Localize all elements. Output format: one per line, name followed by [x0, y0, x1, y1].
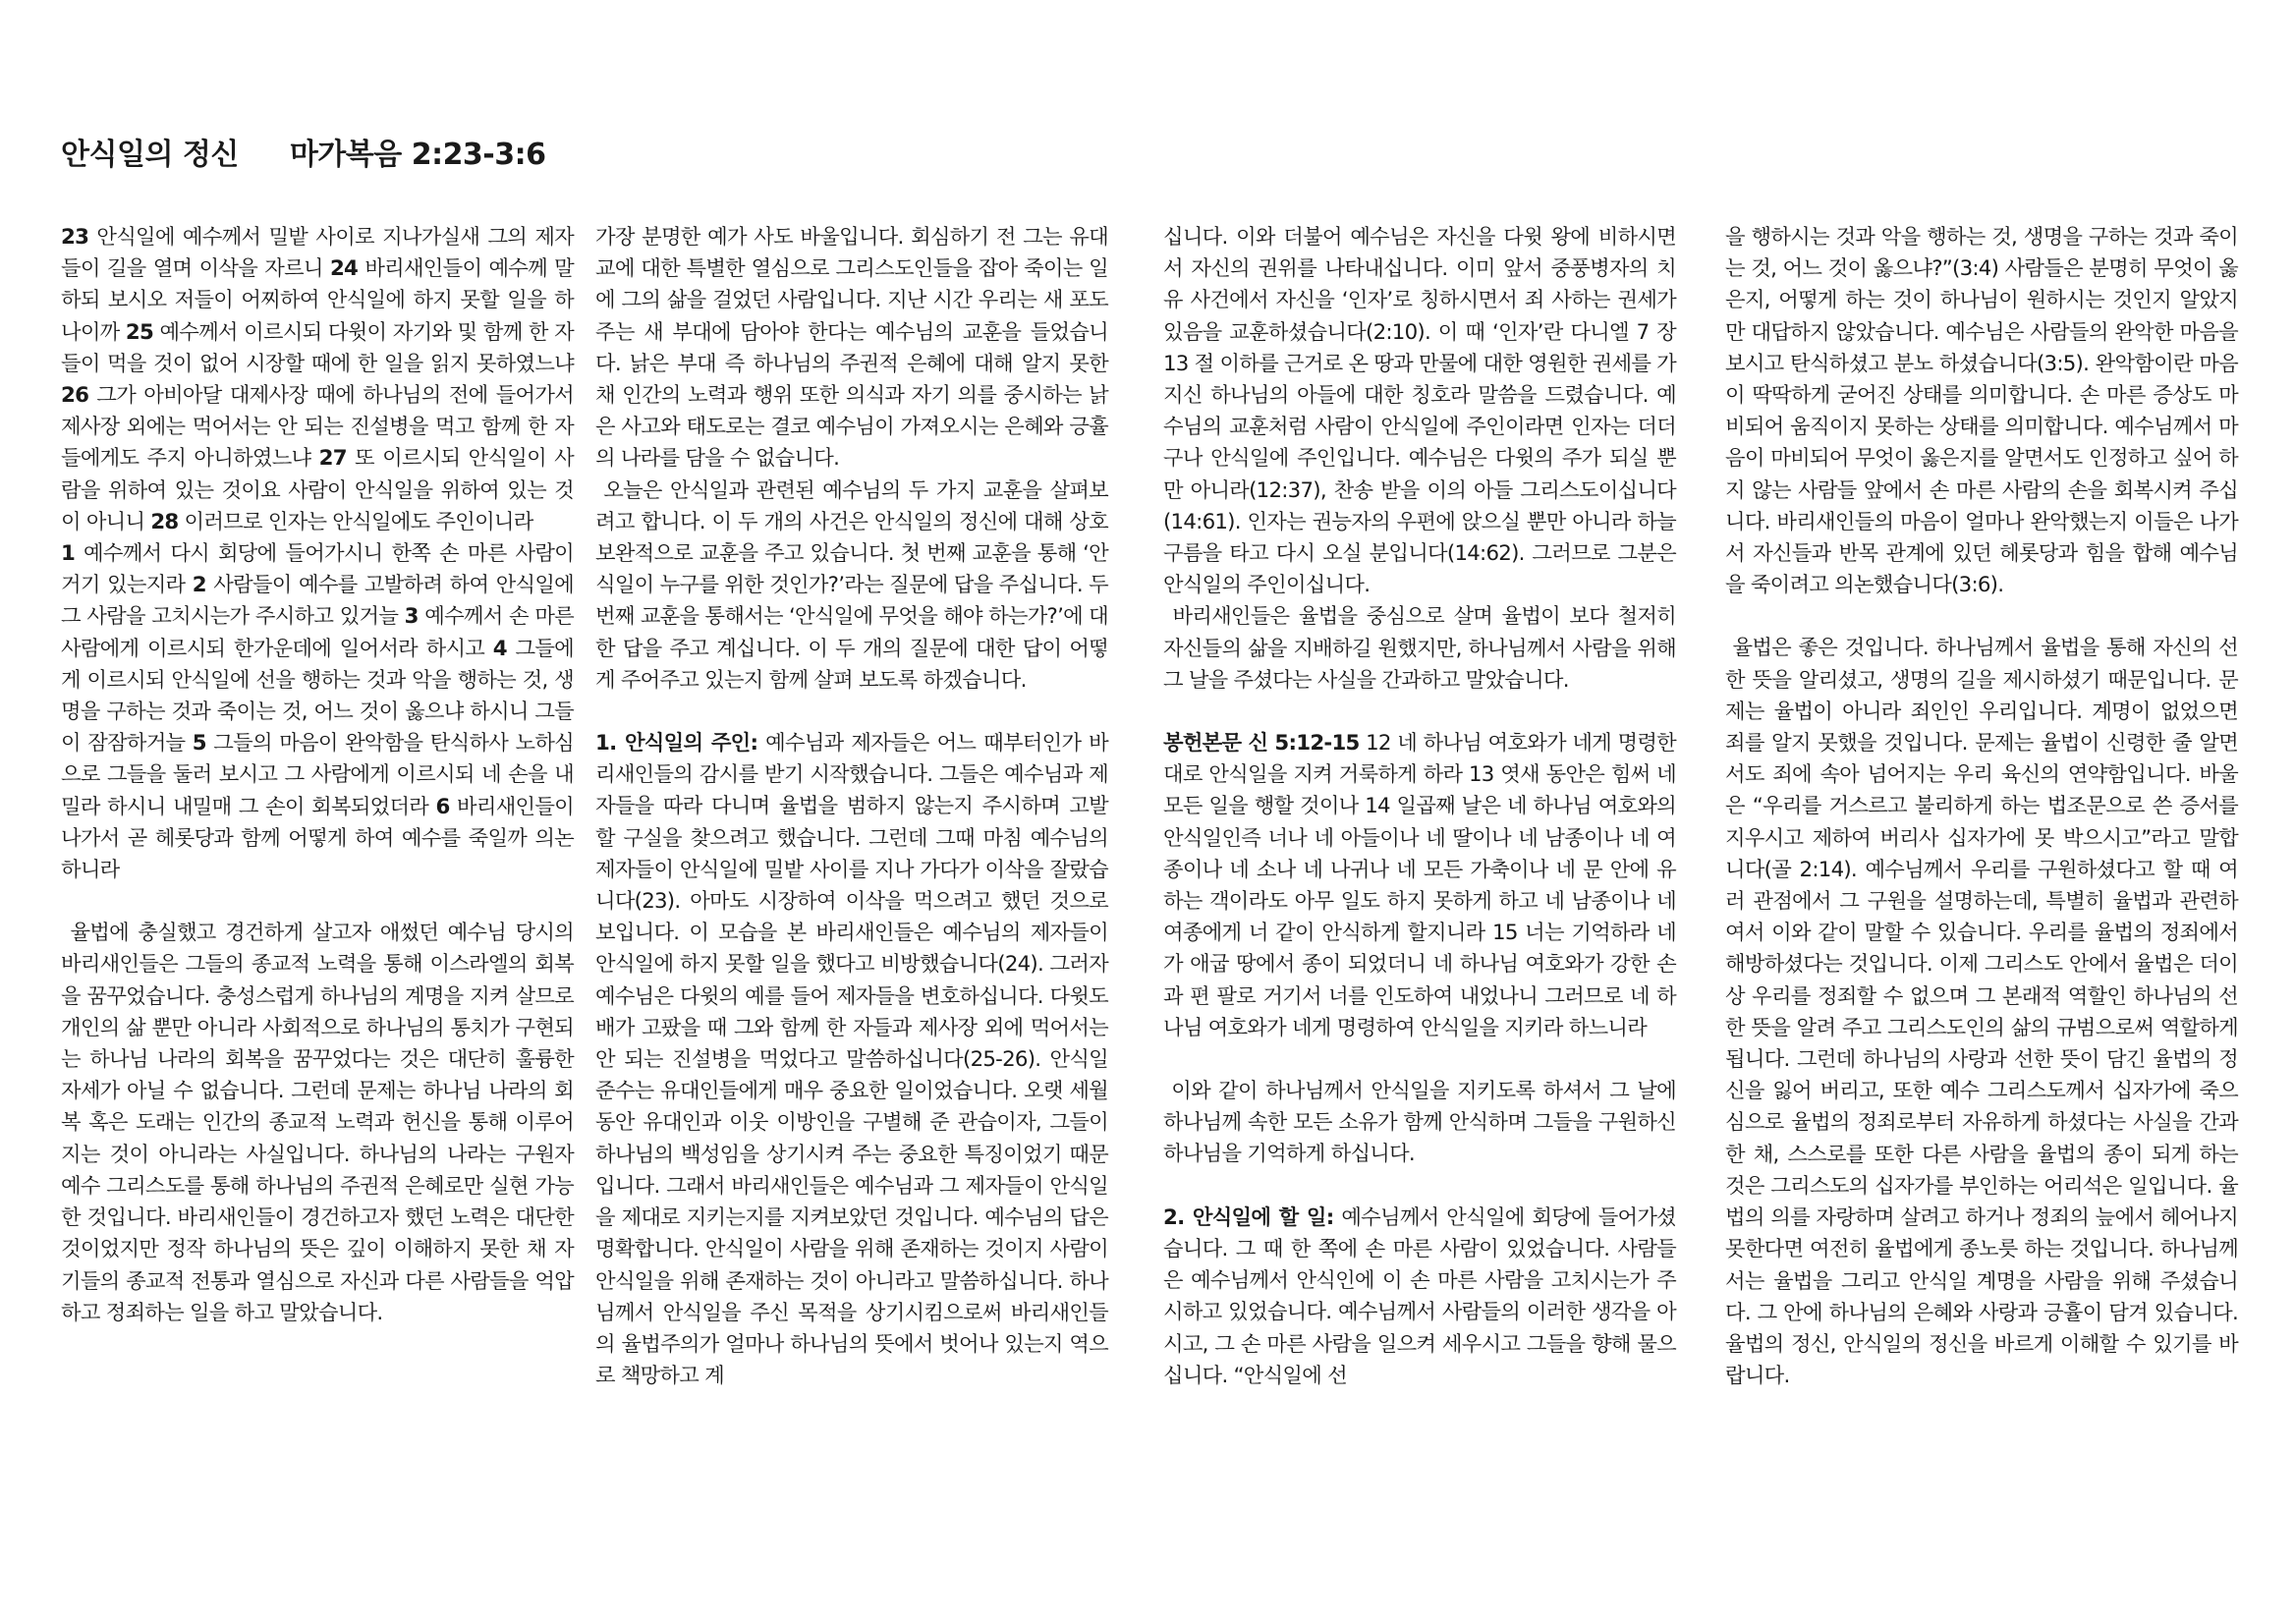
bold-label: 6: [435, 794, 450, 819]
bold-label: 2: [192, 573, 206, 598]
body-paragraph: 을 행하시는 것과 악을 행하는 것, 생명을 구하는 것과 죽이는 것, 어느 것이 옳으냐?”(3:4) 사람들은 분명히 무엇이 옳은지, 어떻게 하는 것이 하나님이 원하시는 것인지 알았지만 대답하지 않았습니다. 예수님은 사람들의 완악한 마음을 보시고 탄식하셨고 분노 하셨습니다(3:5). 완악함이란 마음이 딱딱하게 굳어진 상태를 의미합니다. 손 마른 증상도 마비되어 움직이지 못하는 상태를 의미합니다. 예수님께서 마음이 마비되어 무엇이 옳은지를 알면서도 인정하고 싶어 하지 않는 사람들 앞에서 손 마른 사람의 손을 회복시켜 주십니다. 바리새인들의 마음이 얼마나 완악했는지 이들은 나가서 자신들과 반목 관계에 있던 헤롯당과 힘을 합해 예수님을 죽이려고 의논했습니다(3:6).: [1725, 225, 2245, 598]
text-column-4: [1725, 222, 2245, 1392]
text-run: 바리새인들이 예수께 말하되 보시오 저들이 어찌하여 안식일에 하지 못할 일을 하나이까: [61, 256, 574, 345]
bold-label: 4: [492, 636, 507, 661]
bold-label: 28: [150, 509, 179, 534]
sermon-title: 안식일의 정신: [61, 138, 239, 172]
bold-label: 5: [192, 731, 206, 756]
text-run: 예수님께서 안식일에 회당에 들어가셨습니다. 그 때 한 쪽에 손 마른 사람이 있었습니다. 사람들은 예수님께서 안식인에 이 손 마른 사람을 고치시는가 주시하고 있었습니다. 예수님께서 사람들의 이러한 생각을 아시고, 그 손 마른 사람을 일으켜 세우시고 그들을 향해 물으십니다. “안식일에 선: [1163, 1204, 1676, 1388]
bold-label: 27: [318, 446, 347, 472]
bold-label: 3: [404, 604, 419, 630]
scripture-reference: 마가복음 2:23-3:6: [289, 138, 546, 172]
text-run: 이러므로 인자는 안식일에도 주인이니라: [178, 509, 533, 534]
section-sabbath-work: [1163, 1203, 1676, 1392]
scripture-passage-2-23-28: [61, 222, 581, 538]
body-paragraph: 가장 분명한 예가 사도 바울입니다. 회심하기 전 그는 유대교에 대한 특별한 열심으로 그리스도인들을 잡아 죽이는 일에 그의 삶을 걸었던 사람입니다. 지난 시간 우리는 새 포도주는 새 부대에 담아야 한다는 예수님의 교훈을 들었습니다. 낡은 부대 즉 하나님의 주권적 은혜에 대해 알지 못한 채 인간의 노력과 행위 또한 의식과 자기 의를 중시하는 낡은 사고와 태도로는 결코 예수님이 가져오시는 은혜와 긍휼의 나라를 담을 수 없습니다.: [595, 225, 1115, 472]
scripture-passage-3-1-6: [61, 538, 581, 886]
text-run: 예수께서 이르시되 다윗이 자기와 및 함께 한 자들이 먹을 것이 없어 시장할 때에 한 일을 읽지 못하였느냐: [61, 319, 581, 376]
text-column-1: [61, 222, 581, 1329]
bold-label: 25: [125, 319, 154, 345]
text-run: 안식일에 예수께서 밀밭 사이로 지나가실새 그의 제자들이 길을 열며 이삭을 자르니: [61, 225, 574, 282]
text-column-3: [1163, 222, 1683, 1392]
text-run: 바리새인들이 나가서 곧 헤롯당과 함께 어떻게 하여 예수를 죽일까 의논하니라: [61, 794, 581, 883]
offering-passage: [1163, 728, 1683, 1044]
bold-label: 1. 안식일의 주인:: [595, 731, 758, 756]
text-run: 그가 아비아달 대제사장 때에 하나님의 전에 들어가서 제사장 외에는 먹어서는 안 되는 진설병을 먹고 함께 한 자들에게도 주지 아니하였느냐: [61, 383, 581, 472]
text-run: 그들에게 이르시되 안식일에 선을 행하는 것과 악을 행하는 것, 생명을 구하는 것과 죽이는 것, 어느 것이 옳으냐 하시니 그들이 잠잠하거늘: [61, 636, 574, 756]
text-run: 사람들이 예수를 고발하려 하여 안식일에 그 사람을 고치시는가 주시하고 있거늘: [61, 573, 581, 630]
body-paragraph: 율법에 충실했고 경건하게 살고자 애썼던 예수님 당시의 바리새인들은 그들의 종교적 노력을 통해 이스라엘의 회복을 꿈꾸었습니다. 충성스럽게 하나님의 계명을 지켜 살므로 개인의 삶 뿐만 아니라 사회적으로 하나님의 통치가 구현되는 하나님 나라의 회복을 꿈꾸었다는 것은 대단히 훌륭한 자세가 아닐 수 없습니다. 그런데 문제는 하나님 나라의 회복 혹은 도래는 인간의 종교적 노력과 헌신을 통해 이루어지는 것이 아니라는 사실입니다. 하나님의 나라는 구원자 예수 그리스도를 통해 하나님의 주권적 은혜로만 실현 가능한 것입니다. 바리새인들이 경건하고자 했던 노력은 대단한 것이었지만 정작 하나님의 뜻은 깊이 이해하지 못한 채 자기들의 종교적 전통과 열심으로 자신과 다른 사람들을 억압하고 정죄하는 일을 하고 말았습니다.: [61, 921, 581, 1325]
body-paragraph: 바리새인들은 율법을 중심으로 살며 율법이 보다 철저히 자신들의 삶을 지배하길 원했지만, 하나님께서 사람을 위해 그 날을 주셨다는 사실을 간과하고 말았습니다.: [1163, 604, 1683, 693]
bold-label: 24: [329, 256, 359, 282]
text-run: 또 이르시되 안식일이 사람을 위하여 있는 것이요 사람이 안식일을 위하여 있는 것이 아니니: [61, 446, 574, 534]
text-run: 그들의 마음이 완악함을 탄식하사 노하심으로 그들을 둘러 보시고 그 사람에게 이르시되 네 손을 내밀라 하시니 내밀매 그 손이 회복되었더라: [61, 731, 574, 819]
body-paragraph: 십니다. 이와 더불어 예수님은 자신을 다윗 왕에 비하시면서 자신의 권위를 나타내십니다. 이미 앞서 중풍병자의 치유 사건에서 자신을 ‘인자’로 칭하시면서 죄 사하는 권세가 있음을 교훈하셨습니다(2:10). 이 때 ‘인자’란 다니엘 7 장 13 절 이하를 근거로 온 땅과 만물에 대한 영원한 권세를 가지신 하나님의 아들에 대한 칭호라 말씀을 드렸습니다. 예수님의 교훈처럼 사람이 안식일에 주인이라면 인자는 더더구나 안식일에 주인입니다. 예수님은 다윗의 주가 되실 뿐만 아니라(12:37), 찬송 받을 이의 아들 그리스도이십니다(14:61). 인자는 권능자의 우편에 앉으실 뿐만 아니라 하늘 구름을 타고 다시 오실 분입니다(14:62). 그러므로 그분은 안식일의 주인이십니다.: [1163, 225, 1683, 598]
text-run: 예수께서 다시 회당에 들어가시니 한쪽 손 마른 사람이 거기 있는지라: [61, 541, 581, 598]
section-lord-of-sabbath: [595, 728, 1115, 1392]
text-column-2: [595, 222, 1115, 1392]
text-run: 예수께서 손 마른 사람에게 이르시되 한가운데에 일어서라 하시고: [61, 604, 581, 661]
document-title: [61, 130, 546, 173]
text-run: 12 네 하나님 여호와가 네게 명령한 대로 안식일을 지켜 거룩하게 하라 13 엿새 동안은 힘써 네 모든 일을 행할 것이나 14 일곱째 날은 네 하나님 여호와의 안식일인즉 너나 네 아들이나 네 딸이나 네 남종이나 네 여종이나 네 소나 네 나귀나 네 모든 가축이나 네 문 안에 유하는 객이라도 아무 일도 하지 못하게 하고 네 남종이나 네 여종에게 너 같이 안식하게 할지니라 15 너는 기억하라 네가 애굽 땅에서 종이 되었더니 네 하나님 여호와가 강한 손과 편 팔로 거기서 너를 인도하여 내었나니 그러므로 네 하나님 여호와가 네게 명령하여 안식일을 지키라 하느니라: [1163, 731, 1683, 1040]
text-run: 예수님과 제자들은 어느 때부터인가 바리새인들의 감시를 받기 시작했습니다. 그들은 예수님과 제자들을 따라 다니며 율법을 범하지 않는지 주시하며 고발 할 구실을 찾으려고 했습니다. 그런데 그때 마침 예수님의 제자들이 안식일에 밀밭 사이를 지나 가다가 이삭을 잘랐습니다(23). 아마도 시장하여 이삭을 먹으려고 했던 것으로 보입니다. 이 모습을 본 바리새인들은 예수님의 제자들이 안식일에 하지 못할 일을 했다고 비방했습니다(24). 그러자 예수님은 다윗의 예를 들어 제자들을 변호하십니다. 다윗도 배가 고팠을 때 그와 함께 한 자들과 제사장 외에 먹어서는 안 되는 진설병을 먹었다고 말씀하십니다(25-26). 안식일 준수는 유대인들에게 매우 중요한 일이었습니다. 오랫 세월 동안 유대인과 이웃 이방인을 구별해 준 관습이자, 그들이 하나님의 백성임을 상기시켜 주는 중요한 특징이었기 때문입니다. 그래서 바리새인들은 예수님과 그 제자들이 안식일을 제대로 지키는지를 지켜보았던 것입니다. 예수님의 답은 명확합니다. 안식일이 사람을 위해 존재하는 것이지 사람이 안식일을 위해 존재하는 것이 아니라고 말씀하십니다. 하나님께서 안식일을 주신 목적을 상기시킴으로써 바리새인들의 율법주의가 얼마나 하나님의 뜻에서 벗어나 있는지 역으로 책망하고 계: [595, 731, 1115, 1389]
bold-label: 2. 안식일에 할 일:: [1163, 1204, 1334, 1230]
body-paragraph: 오늘은 안식일과 관련된 예수님의 두 가지 교훈을 살펴보려고 합니다. 이 두 개의 사건은 안식일의 정신에 대해 상호보완적으로 교훈을 주고 있습니다. 첫 번째 교훈을 통해 ‘안식일이 누구를 위한 것인가?’라는 질문에 답을 주십니다. 두 번째 교훈을 통해서는 ‘안식일에 무엇을 해야 하는가?’에 대한 답을 주고 계십니다. 이 두 개의 질문에 대한 답이 어떻게 주어주고 있는지 함께 살펴 보도록 하겠습니다.: [595, 477, 1115, 693]
body-paragraph: 율법은 좋은 것입니다. 하나님께서 율법을 통해 자신의 선한 뜻을 알리셨고, 생명의 길을 제시하셨기 때문입니다. 문제는 율법이 아니라 죄인인 우리입니다. 계명이 없었으면 죄를 알지 못했을 것입니다. 문제는 율법이 신령한 줄 알면서도 죄에 속아 넘어지는 우리 육신의 연약함입니다. 바울은 “우리를 거스르고 불리하게 하는 법조문으로 쓴 증서를 지우시고 제하여 버리사 십자가에 못 박으시고”라고 말합니다(골 2:14). 예수님께서 우리를 구원하셨다고 할 때 여러 관점에서 그 구원을 설명하는데, 특별히 율법과 관련하여서 이와 같이 말할 수 있습니다. 우리를 율법의 정죄에서 해방하셨다는 것입니다. 이제 그리스도 안에서 율법은 더이상 우리를 정죄할 수 없으며 그 본래적 역할인 하나님의 선한 뜻을 알려 주고 그리스도인의 삶의 규범으로써 역할하게 됩니다. 그런데 하나님의 사랑과 선한 뜻이 담긴 율법의 정신을 잃어 버리고, 또한 예수 그리스도께서 십자가에 죽으심으로 율법의 정죄로부터 자유하게 하셨다는 사실을 간과한 채, 스스로를 또한 다른 사람을 율법의 종이 되게 하는 것은 그리스도의 십자가를 부인하는 어리석은 일입니다. 율법의 의를 자랑하며 살려고 하거나 정죄의 늪에서 헤어나지 못한다면 여전히 율법에게 종노릇 하는 것입니다. 하나님께서는 율법을 그리고 안식일 계명을 사람을 위해 주셨습니다. 그 안에 하나님의 은혜와 사랑과 긍휼이 담겨 있습니다. 율법의 정신, 안식일의 정신을 바르게 이해할 수 있기를 바랍니다.: [1725, 636, 2245, 1389]
bold-label: 23: [61, 225, 89, 250]
bold-label: 26: [61, 383, 89, 409]
body-paragraph: 이와 같이 하나님께서 안식일을 지키도록 하셔서 그 날에 하나님께 속한 모든 소유가 함께 안식하며 그들을 구원하신 하나님을 기억하게 하십니다.: [1163, 1079, 1683, 1167]
bold-label: 봉헌본문 신 5:12-15: [1163, 731, 1360, 756]
bold-label: 1: [61, 541, 76, 567]
